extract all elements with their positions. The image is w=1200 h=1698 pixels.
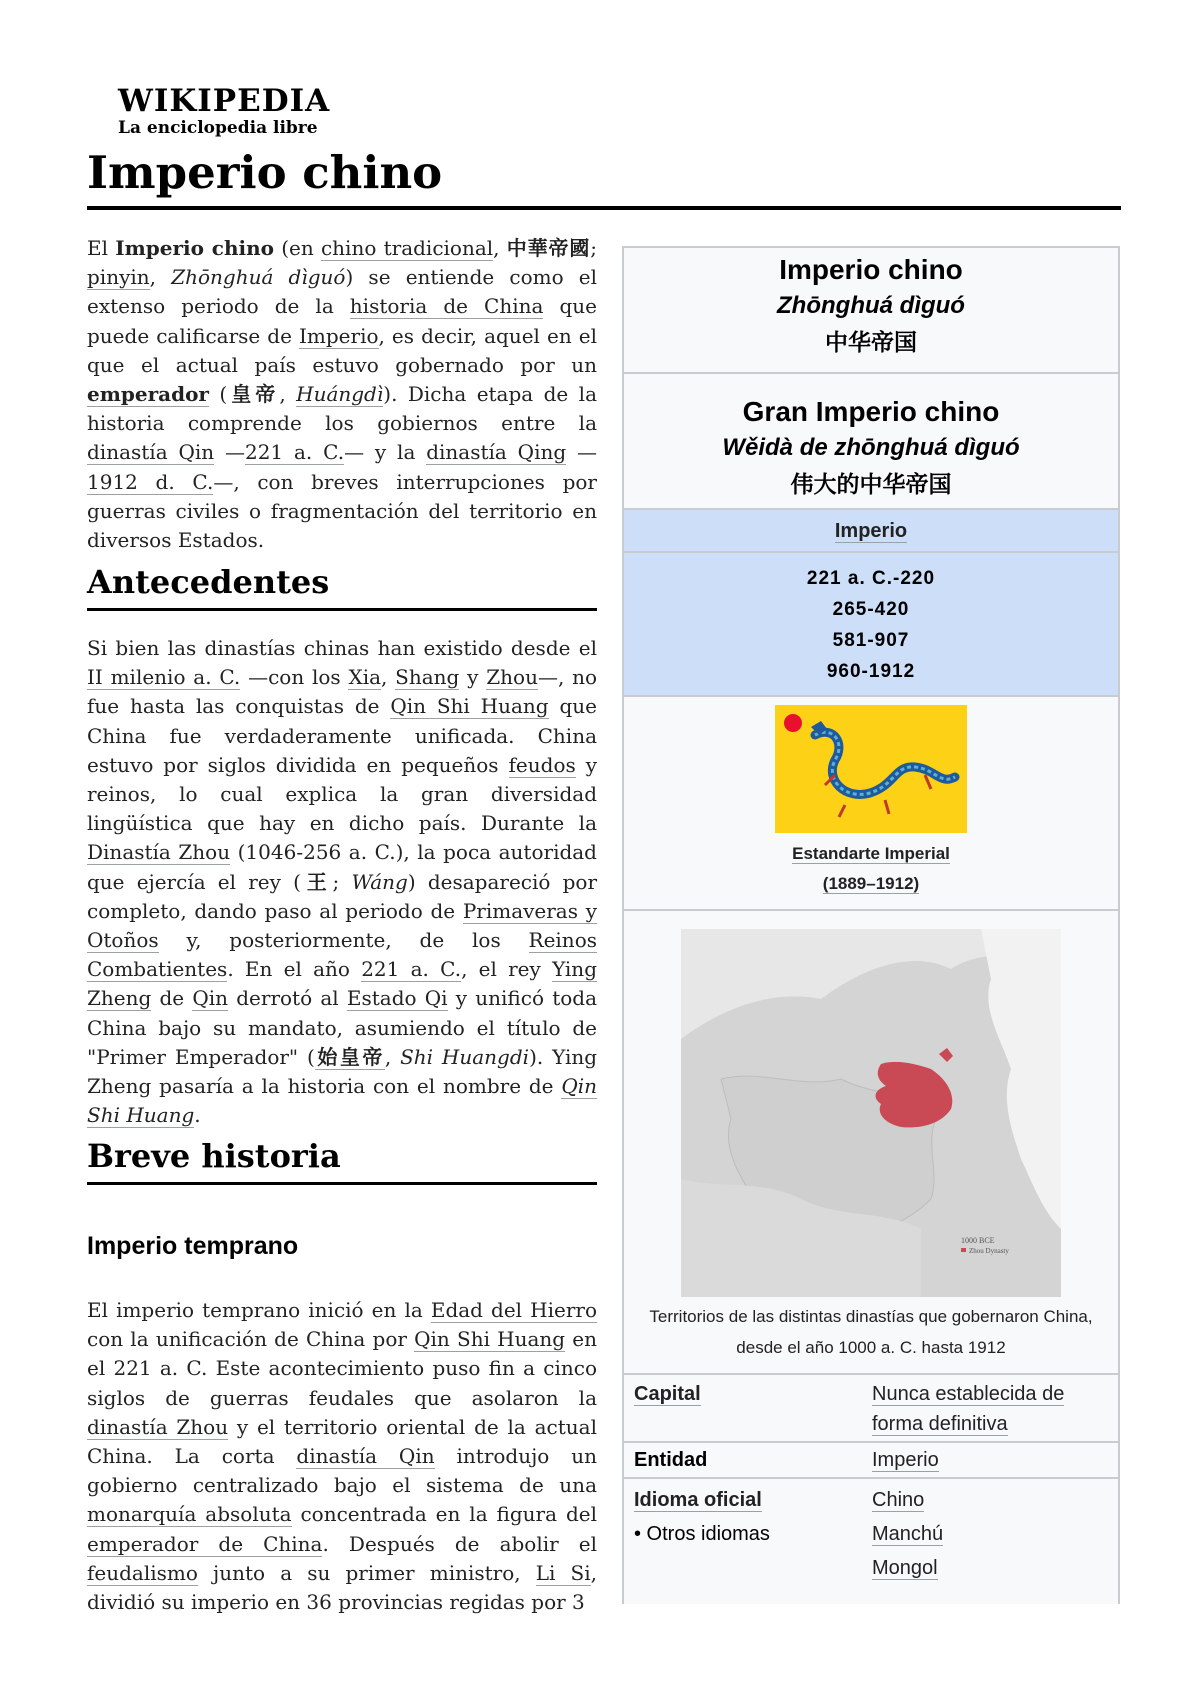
- infobox-cjk: 中华帝国: [825, 330, 917, 356]
- link-ii-milenio[interactable]: II milenio a. C.: [87, 665, 241, 690]
- infobox-title: Imperio chino: [779, 254, 963, 285]
- link-emperador[interactable]: emperador: [87, 382, 209, 407]
- china-territory-map[interactable]: [681, 929, 1061, 1297]
- link-xia[interactable]: Xia: [348, 665, 382, 690]
- infobox-flag-section: [624, 697, 1118, 911]
- infobox-pinyin-2: Wěidà de zhōnghuá dìguó: [722, 434, 1020, 461]
- infobox-pinyin: Zhōnghuá dìguó: [777, 292, 965, 319]
- infobox-type: [624, 510, 1118, 553]
- link-qin-shi-huang[interactable]: Qin Shi Huang: [390, 694, 549, 719]
- link-dinastia-zhou[interactable]: Dinastía Zhou: [87, 840, 231, 865]
- link-chino[interactable]: Chino: [872, 1489, 925, 1511]
- breve-historia-paragraph: El imperio temprano inició en la Edad del Hierro con la unificación de China por Qin Shi Huang en el 221 a. C. Este acontecimiento puso fin a cinco siglos de guerras feudales que asolaron la dinastía Zhou y el territorio oriental de la actual China. La corta dinastía Qin introdujo un gobierno centralizado bajo el sistema de una monarquía absoluta concentrada en la figura del emperador de China. Después de abolir el feudalismo junto a su primer ministro, Li Si, dividió su imperio en 36 provincias regidas por 3: [87, 1298, 598, 1615]
- flag-years: [624, 869, 1118, 899]
- link-qin[interactable]: Qin: [192, 986, 229, 1011]
- infobox-cjk-2: 伟大的中华帝国: [790, 472, 952, 498]
- link-reinos-combatientes[interactable]: Reinos Combatientes: [87, 928, 597, 982]
- link-capital[interactable]: Capital: [634, 1383, 701, 1405]
- link-chino-tradicional[interactable]: chino tradicional: [320, 236, 494, 260]
- infobox-title-2: Gran Imperio chino: [742, 396, 1000, 427]
- link-imperio-type[interactable]: Imperio: [834, 520, 908, 542]
- link-mongol[interactable]: Mongol: [872, 1557, 938, 1579]
- otros-idiomas-label: • Otros idiomas: [634, 1523, 770, 1545]
- link-dinastia-qing[interactable]: dinastía Qing: [426, 440, 567, 465]
- map-legend-swatch: [961, 1248, 966, 1252]
- infobox-periods: [624, 553, 1118, 697]
- imperial-dragon-flag[interactable]: [775, 705, 967, 833]
- infobox-map-section: [624, 911, 1118, 1375]
- period-item: 581-907: [832, 630, 910, 651]
- link-shi-huangdi-cjk[interactable]: 始皇帝: [314, 1044, 385, 1069]
- link-edad-hierro[interactable]: Edad del Hierro: [430, 1298, 597, 1322]
- period-item: 221 a. C.-220: [806, 568, 936, 589]
- link-ying-zheng[interactable]: Ying Zheng: [87, 957, 597, 1011]
- flag-caption: [624, 839, 1118, 869]
- link-entidad-value[interactable]: Imperio: [872, 1449, 939, 1471]
- map-legend-year: 1000 BCE: [961, 1236, 995, 1245]
- link-dinastia-qin[interactable]: dinastía Qin: [87, 440, 215, 465]
- link-dinastia-qin-2[interactable]: dinastía Qin: [296, 1444, 435, 1469]
- heading-imperio-temprano: Imperio temprano: [87, 1232, 299, 1260]
- link-feudalismo[interactable]: feudalismo: [87, 1560, 198, 1585]
- map-caption: Territorios de las distintas dinastías que gobernaron China, desde el año 1000 a. C. hasta 1912: [649, 1307, 1093, 1357]
- infobox-subheader: [624, 374, 1118, 510]
- infobox-header: [624, 248, 1118, 374]
- antecedentes-paragraph: Si bien las dinastías chinas han existido desde el II milenio a. C. —con los Xia, Shang y Zhou—, no fue hasta las conquistas de Qin Shi Huang que China fue verdaderamente unificada. China estuvo por siglos dividida en pequeños feudos y reinos, lo cual explica la gran diversidad lingüística que hay en dicho país. Durante la Dinastía Zhou (1046-256 a. C.), la poca autoridad que ejercía el rey (王; Wáng) desapareció por completo, dando paso al periodo de Primaveras y Otoños y, posteriormente, de los Reinos Combatientes. En el año 221 a. C., el rey Ying Zheng de Qin derrotó al Estado Qi y unificó toda China bajo su mandato, asumiendo el título de "Primer Emperador" (始皇帝, Shi Huangdi). Ying Zheng pasaría a la historia con el nombre de Qin Shi Huang.: [87, 636, 598, 1128]
- link-huangdi[interactable]: Huángdì: [296, 382, 384, 407]
- link-feudos[interactable]: feudos: [508, 752, 576, 777]
- link-manchu[interactable]: Manchú: [872, 1523, 944, 1545]
- infobox-row-entidad: [624, 1443, 1118, 1479]
- link-pinyin[interactable]: pinyin: [87, 265, 150, 290]
- link-221-ac-2[interactable]: 221 a. C.: [361, 957, 462, 982]
- link-emperador-china[interactable]: emperador de China: [87, 1531, 323, 1556]
- entidad-label: Entidad: [634, 1449, 708, 1471]
- link-shang[interactable]: Shang: [395, 665, 460, 690]
- link-capital-value[interactable]: Nunca establecida de forma definitiva: [872, 1383, 1065, 1435]
- link-1912-dc[interactable]: 1912 d. C.: [87, 469, 214, 494]
- link-qin-shi-huang-3[interactable]: Qin Shi Huang: [414, 1327, 566, 1352]
- link-historia-china[interactable]: historia de China: [349, 294, 544, 319]
- heading-breve-historia: Breve historia: [87, 1136, 597, 1185]
- link-idioma-oficial[interactable]: Idioma oficial: [634, 1489, 762, 1511]
- period-item: 265-420: [832, 599, 910, 620]
- page-title: Imperio chino: [87, 144, 1121, 210]
- logo-tagline: La enciclopedia libre: [118, 118, 318, 138]
- bold-term: Imperio chino: [115, 236, 274, 260]
- link-li-si[interactable]: Li Si: [535, 1560, 591, 1585]
- link-estado-qi[interactable]: Estado Qi: [346, 986, 448, 1011]
- link-estandarte-imperial[interactable]: Estandarte Imperial: [792, 844, 950, 863]
- infobox-row-idioma: [624, 1479, 1118, 1587]
- infobox-row-capital: [624, 1375, 1118, 1443]
- link-monarquia-absoluta[interactable]: monarquía absoluta: [87, 1502, 292, 1527]
- intro-paragraph: El Imperio chino (en chino tradicional, 中華帝國; pinyin, Zhōnghuá dìguó) se entiende como el extenso periodo de la historia de China que puede calificarse de Imperio, es decir, aquel en el que el actual país estuvo gobernado por un emperador (皇帝, Huángdì). Dicha etapa de la historia comprende los gobiernos entre la dinastía Qin —221 a. C.— y la dinastía Qing —1912 d. C.—, con breves interrupciones por guerras civiles o fragmentación del territorio en diversos Estados.: [87, 236, 598, 553]
- link-zhou[interactable]: Zhou: [486, 665, 538, 690]
- heading-antecedentes: Antecedentes: [87, 562, 597, 611]
- logo-wordmark: WIKIPEDIA: [118, 83, 331, 119]
- infobox: [622, 246, 1120, 1604]
- link-qin-shi-huang-2[interactable]: Qin Shi Huang: [87, 1074, 597, 1128]
- link-221-ac[interactable]: 221 a. C.: [244, 440, 345, 465]
- wikipedia-logo[interactable]: [118, 84, 330, 138]
- link-dinastia-zhou-2[interactable]: dinastía Zhou: [87, 1414, 229, 1439]
- cjk-text: 中華帝國: [506, 236, 591, 260]
- link-primaveras-otonos[interactable]: Primaveras y Otoños: [87, 898, 597, 953]
- map-legend-label: Zhou Dynasty: [969, 1247, 1009, 1255]
- period-item: 960-1912: [826, 661, 916, 682]
- link-flag-years[interactable]: (1889–1912): [822, 874, 920, 893]
- link-imperio[interactable]: Imperio: [299, 323, 379, 348]
